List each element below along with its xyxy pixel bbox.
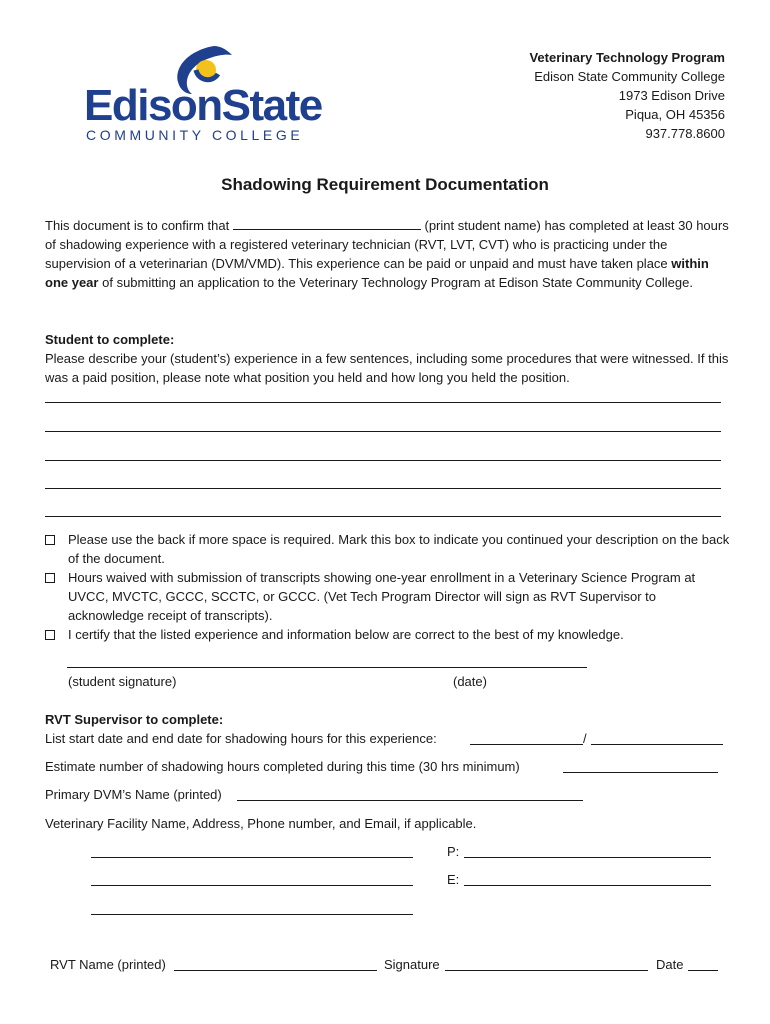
intro-emphasis: within one year bbox=[45, 256, 709, 290]
rvt-name-field[interactable] bbox=[174, 970, 377, 971]
rvt-date-field[interactable] bbox=[688, 970, 718, 971]
student-signature-label: (student signature) bbox=[68, 674, 177, 689]
student-instructions: Please describe your (student’s) experience in a few sentences, including some procedures that were witnessed. If this was a paid position, please note what position you held and how long you held the position. bbox=[45, 351, 729, 385]
checkbox-label: I certify that the listed experience and information below are correct to the best of my knowledge. bbox=[68, 627, 624, 642]
logo-wordmark: EdisonState bbox=[84, 81, 322, 130]
facility-line-2[interactable] bbox=[91, 885, 413, 886]
description-line-1[interactable] bbox=[45, 402, 721, 403]
program-name: Veterinary Technology Program bbox=[529, 50, 725, 65]
dates-label: List start date and end date for shadowing hours for this experience: bbox=[45, 731, 437, 746]
checkbox-label: Hours waived with submission of transcripts showing one-year enrollment in a Veterinary Science Program at UVCC, MVCTC, GCCC, SCCTC, or GCCC. (Vet Tech Program Director will sign as RVT Supervisor to acknowledge receipt of transcripts). bbox=[68, 570, 696, 623]
phone-number: 937.778.8600 bbox=[645, 126, 725, 141]
intro-paragraph bbox=[45, 216, 730, 292]
facility-phone-label: P: bbox=[447, 844, 460, 859]
student-date-label: (date) bbox=[453, 674, 487, 689]
student-name-field[interactable] bbox=[233, 217, 421, 230]
dvm-name-field[interactable] bbox=[237, 800, 583, 801]
checkbox-hours-waived[interactable] bbox=[45, 573, 55, 583]
checkbox-continue-back[interactable] bbox=[45, 535, 55, 545]
rvt-signature-label: Signature bbox=[384, 957, 440, 972]
rvt-signature-field[interactable] bbox=[445, 970, 648, 971]
intro-text-1: This document is to confirm that bbox=[45, 218, 230, 233]
supervisor-heading: RVT Supervisor to complete: bbox=[45, 712, 224, 727]
facility-phone-field[interactable] bbox=[464, 857, 711, 858]
rvt-date-label: Date bbox=[656, 957, 684, 972]
facility-line-1[interactable] bbox=[91, 857, 413, 858]
description-line-4[interactable] bbox=[45, 488, 721, 489]
student-signature-line[interactable] bbox=[67, 667, 587, 668]
dates-separator: / bbox=[583, 731, 587, 746]
intro-text-2: (print student name) has completed at least 30 hours of shadowing experience with a registered veterinary technician (RVT, LVT, CVT) who is practicing under the supervision of a veterinarian (DVM/VMD). This experience can be paid or unpaid and must have taken place bbox=[45, 218, 729, 271]
address-block bbox=[529, 48, 725, 143]
start-date-field[interactable] bbox=[470, 744, 583, 745]
logo-subtitle: COMMUNITY COLLEGE bbox=[86, 127, 304, 143]
city-state-zip: Piqua, OH 45356 bbox=[625, 107, 725, 122]
description-line-5[interactable] bbox=[45, 516, 721, 517]
rvt-name-label: RVT Name (printed) bbox=[50, 957, 166, 972]
facility-email-field[interactable] bbox=[464, 885, 711, 886]
description-line-2[interactable] bbox=[45, 431, 721, 432]
hours-field[interactable] bbox=[563, 772, 718, 773]
street-address: 1973 Edison Drive bbox=[618, 88, 725, 103]
college-name: Edison State Community College bbox=[534, 69, 725, 84]
document-title: Shadowing Requirement Documentation bbox=[221, 175, 549, 194]
checkbox-certify[interactable] bbox=[45, 630, 55, 640]
description-line-3[interactable] bbox=[45, 460, 721, 461]
facility-email-label: E: bbox=[447, 872, 460, 887]
checkbox-label: Please use the back if more space is required. Mark this box to indicate you continued your description on the back of the document. bbox=[68, 532, 730, 566]
facility-line-3[interactable] bbox=[91, 914, 413, 915]
hours-label: Estimate number of shadowing hours completed during this time (30 hrs minimum) bbox=[45, 759, 520, 774]
student-heading: Student to complete: bbox=[45, 332, 175, 347]
intro-text-3: of submitting an application to the Veterinary Technology Program at Edison State Community College. bbox=[102, 275, 693, 290]
end-date-field[interactable] bbox=[591, 744, 723, 745]
facility-label: Veterinary Facility Name, Address, Phone number, and Email, if applicable. bbox=[45, 816, 477, 831]
dvm-name-label: Primary DVM’s Name (printed) bbox=[45, 787, 222, 802]
